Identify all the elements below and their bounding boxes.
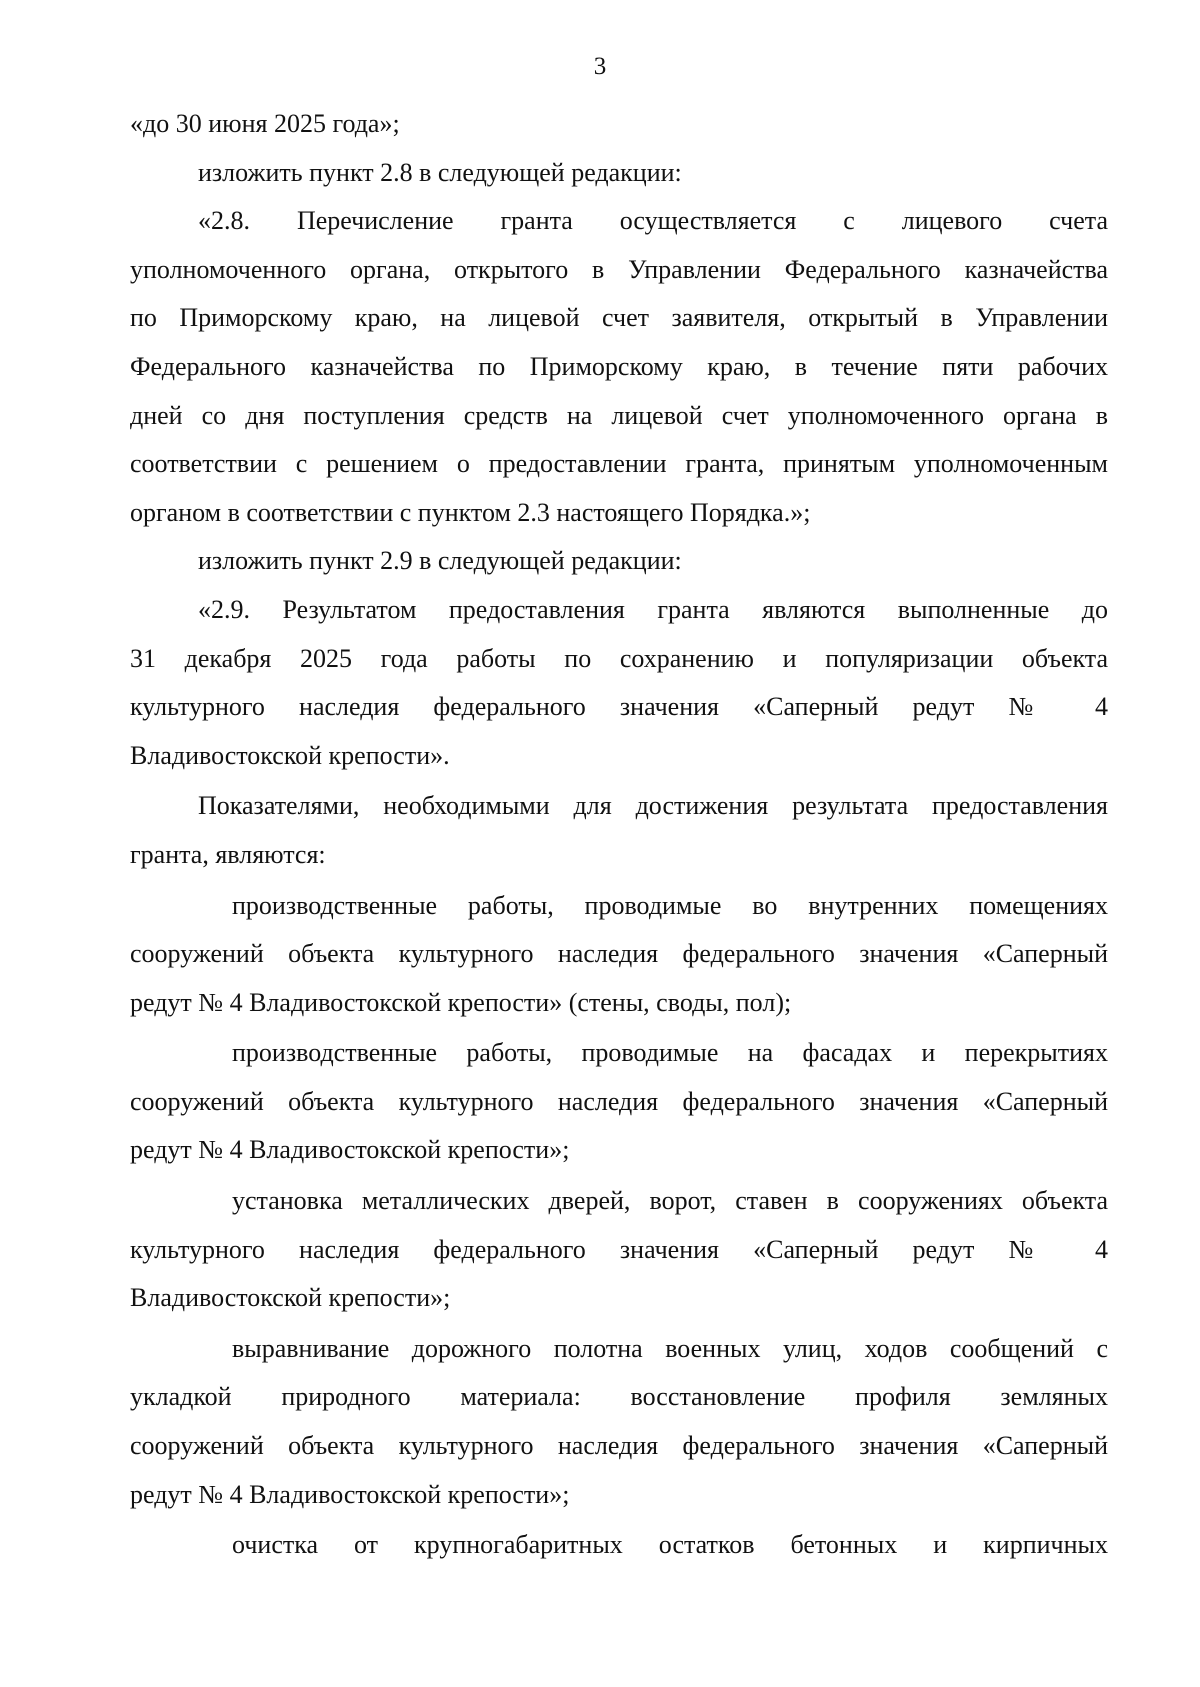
text-line-18: сооружений объекта культурного наследия федерального значения «Саперный [130,939,1108,969]
text-line-9: органом в соответствии с пунктом 2.3 настоящего Порядка.»; [130,497,811,527]
text-line-7: дней со дня поступления средств на лицевой счет уполномоченного органа в [130,400,1108,430]
text-line-29: редут № 4 Владивостокской крепости»; [130,1479,570,1509]
text-line-22: редут № 4 Владивостокской крепости»; [130,1135,570,1165]
text-line-5: по Приморскому краю, на лицевой счет заявителя, открытый в Управлении [130,303,1108,333]
text-line-2: изложить пункт 2.8 в следующей редакции: [198,157,682,187]
text-line-21: сооружений объекта культурного наследия федерального значения «Саперный [130,1086,1108,1116]
text-line-26: выравнивание дорожного полотна военных улиц, ходов сообщений с [232,1333,1108,1363]
text-line-20: производственные работы, проводимые на фасадах и перекрытиях [232,1038,1108,1068]
text-line-15: Показателями, необходимыми для достижения результата предоставления [198,791,1108,821]
text-line-10: изложить пункт 2.9 в следующей редакции: [198,546,682,576]
text-line-3: «2.8. Перечисление гранта осуществляется с лицевого счета [198,206,1108,236]
text-line-25: Владивостокской крепости»; [130,1283,451,1313]
text-line-24: культурного наследия федерального значения «Саперный редут № 4 [130,1234,1108,1264]
text-line-16: гранта, являются: [130,839,326,869]
text-line-1: «до 30 июня 2025 года»; [130,109,400,138]
text-line-23: установка металлических дверей, ворот, ставен в сооружениях объекта [232,1186,1108,1216]
text-line-17: производственные работы, проводимые во внутренних помещениях [232,890,1108,920]
text-line-12: 31 декабря 2025 года работы по сохранению и популяризации объекта [130,643,1108,673]
text-line-4: уполномоченного органа, открытого в Управлении Федерального казначейства [130,254,1108,284]
text-line-28: сооружений объекта культурного наследия федерального значения «Саперный [130,1431,1108,1461]
text-line-6: Федерального казначейства по Приморскому краю, в течение пяти рабочих [130,351,1108,381]
text-line-30: очистка от крупногабаритных остатков бетонных и кирпичных [232,1530,1108,1560]
text-line-13: культурного наследия федерального значения «Саперный редут № 4 [130,692,1108,722]
text-line-27: укладкой природного материала: восстановление профиля земляных [130,1382,1108,1412]
text-line-14: Владивостокской крепости». [130,740,450,770]
text-line-19: редут № 4 Владивостокской крепости» (стены, своды, пол); [130,987,792,1017]
document-body [130,109,1108,1579]
text-line-8: соответствии с решением о предоставлении гранта, принятым уполномоченным [130,449,1108,479]
page-number: 3 [593,53,607,80]
text-line-11: «2.9. Результатом предоставления гранта являются выполненные до [198,594,1108,624]
